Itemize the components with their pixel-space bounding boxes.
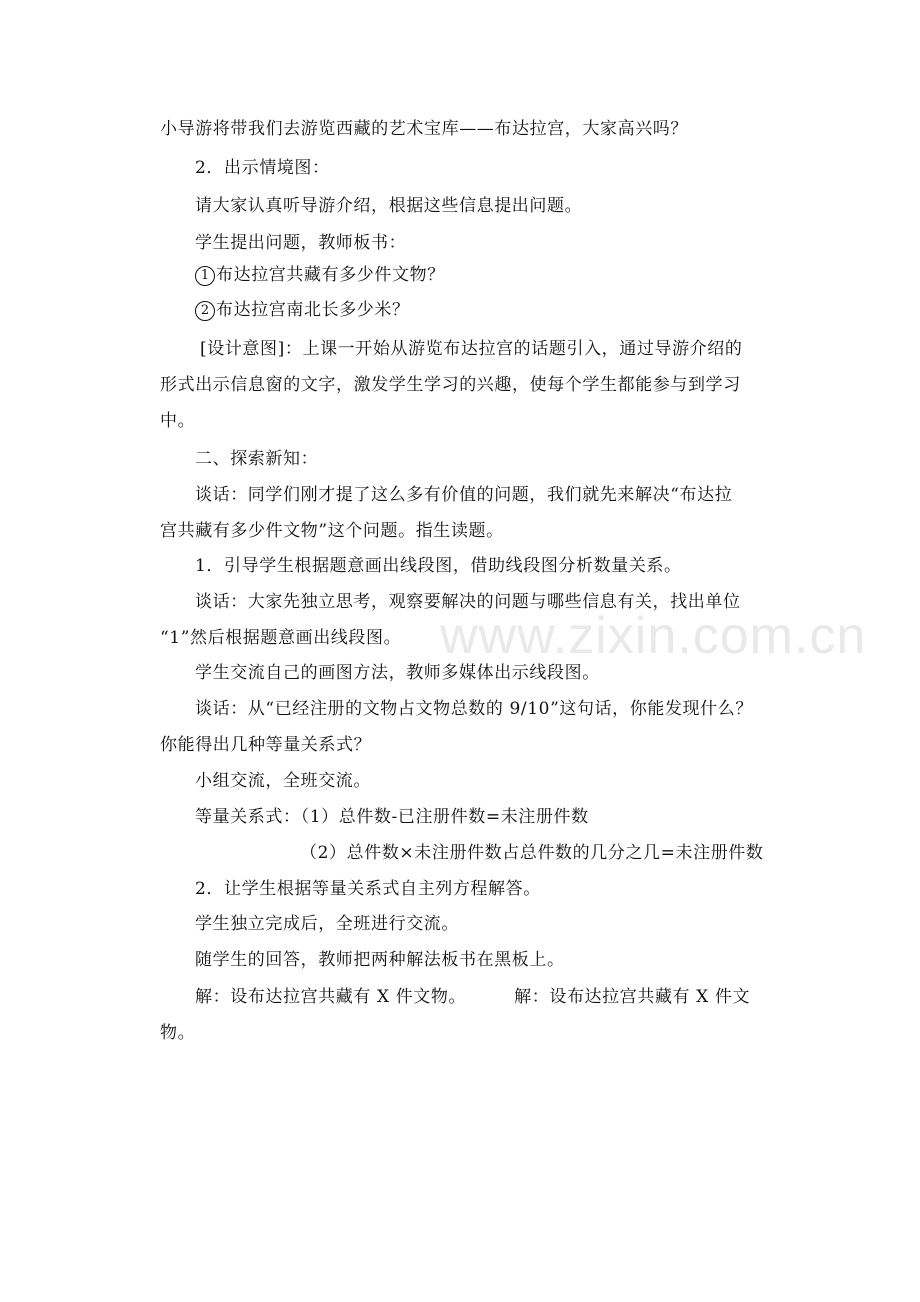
question-text: 布达拉宫共藏有多少件文物？	[216, 265, 445, 285]
paragraph-line: 谈话：从“已经注册的文物占文物总数的 9/10”这句话，你能发现什么？	[195, 699, 753, 719]
watermark: www.zixin.com.cn	[440, 607, 867, 665]
paragraph-line: 谈话：同学们刚才提了这么多有价值的问题，我们就先来解决“布达拉	[195, 485, 733, 505]
paragraph-line: 2．出示情境图：	[195, 158, 330, 178]
paragraph-line: 1．引导学生根据题意画出线段图，借助线段图分析数量关系。	[195, 556, 682, 576]
question-text: 布达拉宫南北长多少米？	[216, 300, 410, 320]
paragraph-line: 学生提出问题，教师板书：	[195, 233, 407, 253]
paragraph-line: （2）总件数×未注册件数占总件数的几分之几=未注册件数	[300, 843, 764, 863]
paragraph-line: 形式出示信息窗的文字，激发学生学习的兴趣，使每个学生都能参与到学习	[160, 375, 741, 395]
paragraph-line: “1”然后根据题意画出线段图。	[160, 628, 402, 648]
paragraph-line: 随学生的回答，教师把两种解法板书在黑板上。	[195, 950, 565, 970]
paragraph-line: 学生交流自己的画图方法，教师多媒体出示线段图。	[195, 663, 600, 683]
paragraph-line: 等量关系式：（1）总件数-已注册件数=未注册件数	[195, 807, 589, 827]
paragraph-line: 物。	[160, 1023, 196, 1043]
paragraph-line: 小导游将带我们去游览西藏的艺术宝库——布达拉宫，大家高兴吗？	[160, 119, 688, 139]
paragraph-line: 宫共藏有多少件文物”这个问题。指生读题。	[160, 521, 504, 541]
paragraph-line: 请大家认真听导游介绍，根据这些信息提出问题。	[195, 196, 583, 216]
question-item	[195, 263, 445, 287]
paragraph-line: 解：设布达拉宫共藏有 X 件文物。 解：设布达拉宫共藏有 X 件文	[195, 987, 751, 1007]
paragraph-line: 2．让学生根据等量关系式自主列方程解答。	[195, 879, 541, 899]
paragraph-line: [设计意图]：上课一开始从游览布达拉宫的话题引入，通过导游介绍的	[200, 339, 743, 359]
paragraph-line: 学生独立完成后，全班进行交流。	[195, 914, 459, 934]
section-heading: 二、探索新知：	[195, 449, 319, 469]
paragraph-line: 谈话：大家先独立思考，观察要解决的问题与哪些信息有关，找出单位	[195, 592, 741, 612]
question-item	[195, 298, 410, 322]
paragraph-line: 小组交流，全班交流。	[195, 771, 371, 791]
circled-number: 1	[195, 266, 215, 286]
paragraph-line: 你能得出几种等量关系式？	[160, 735, 372, 755]
paragraph-line: 中。	[160, 411, 196, 431]
circled-number: 2	[195, 301, 215, 321]
